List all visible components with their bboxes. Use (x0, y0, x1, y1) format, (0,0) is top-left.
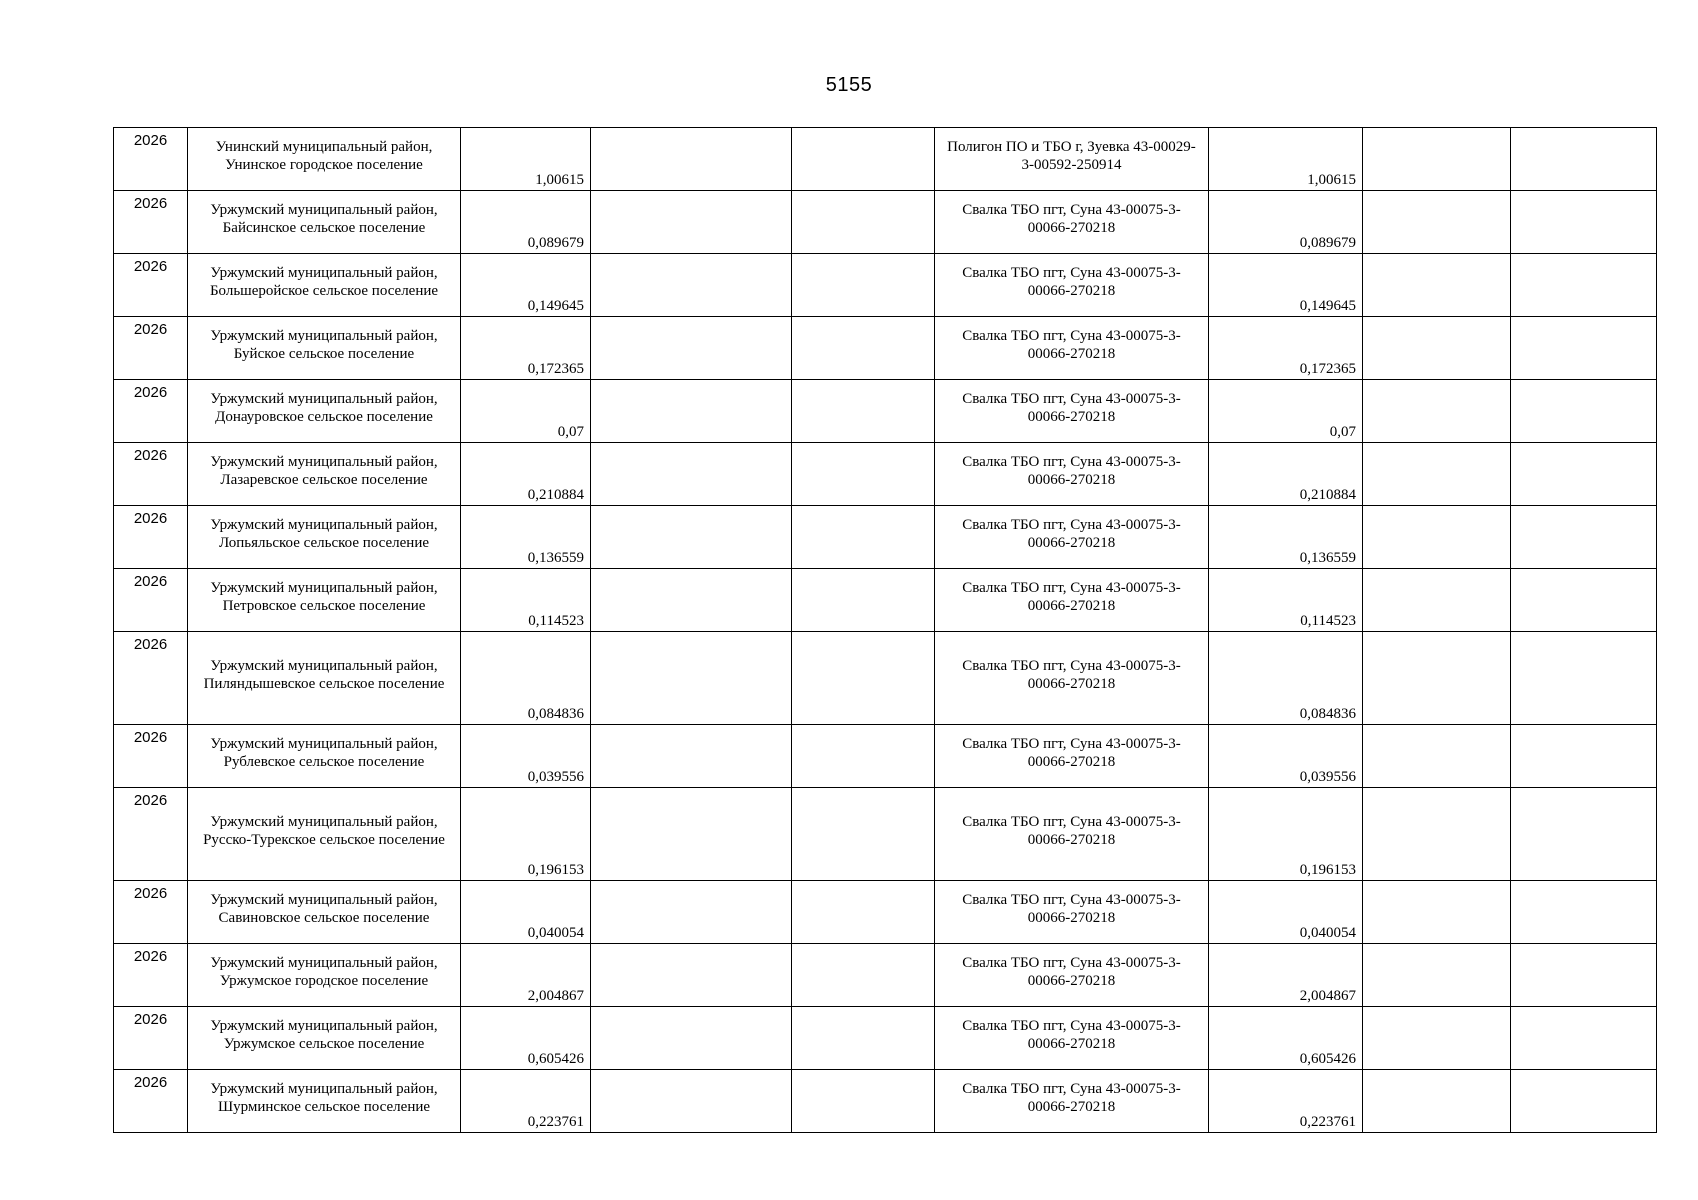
facility-volume-value: 0,040054 (1299, 925, 1356, 941)
empty-cell-c (1363, 1070, 1511, 1133)
empty-cell-b (792, 725, 935, 788)
empty-cell-d (1511, 443, 1657, 506)
territory-name: Уржумский муниципальный район, Большеройское сельское поселение (209, 265, 439, 299)
year-value: 2026 (133, 1011, 168, 1028)
year-value: 2026 (133, 885, 168, 902)
facility-cell (935, 788, 1209, 881)
table-row (114, 944, 1657, 1007)
facility-name: Свалка ТБО пгт, Суна 43-00075-3-00066-270218 (962, 517, 1181, 551)
facility-volume-value: 0,039556 (1299, 769, 1356, 785)
volume-value: 0,149645 (527, 298, 584, 314)
volume-cell (461, 380, 591, 443)
facility-volume-value: 0,172365 (1299, 361, 1356, 377)
territory-cell (188, 725, 461, 788)
empty-cell-a (591, 191, 792, 254)
territory-cell (188, 380, 461, 443)
empty-cell-c (1363, 944, 1511, 1007)
facility-cell (935, 443, 1209, 506)
territory-cell (188, 191, 461, 254)
territory-cell (188, 128, 461, 191)
empty-cell-d (1511, 380, 1657, 443)
volume-value: 0,039556 (527, 769, 584, 785)
volume-cell (461, 254, 591, 317)
table-row (114, 443, 1657, 506)
year-value: 2026 (133, 258, 168, 275)
year-cell (114, 788, 188, 881)
year-cell (114, 1007, 188, 1070)
empty-cell-b (792, 788, 935, 881)
empty-cell-b (792, 128, 935, 191)
year-value: 2026 (133, 948, 168, 965)
territory-cell (188, 1070, 461, 1133)
volume-cell (461, 128, 591, 191)
year-value: 2026 (133, 510, 168, 527)
empty-cell-a (591, 632, 792, 725)
facility-volume-cell (1209, 569, 1363, 632)
year-value: 2026 (133, 321, 168, 338)
facility-volume-value: 2,004867 (1299, 988, 1356, 1004)
territory-name: Уржумский муниципальный район, Уржумское городское поселение (210, 955, 438, 989)
volume-cell (461, 788, 591, 881)
volume-value: 0,084836 (527, 706, 584, 722)
empty-cell-c (1363, 788, 1511, 881)
empty-cell-d (1511, 569, 1657, 632)
table-row (114, 317, 1657, 380)
empty-cell-b (792, 380, 935, 443)
empty-cell-a (591, 725, 792, 788)
territory-name: Уржумский муниципальный район, Донауровское сельское поселение (210, 391, 438, 425)
year-cell (114, 725, 188, 788)
year-value: 2026 (133, 195, 168, 212)
facility-name: Свалка ТБО пгт, Суна 43-00075-3-00066-270218 (962, 1018, 1181, 1052)
table-row (114, 881, 1657, 944)
year-cell (114, 1070, 188, 1133)
year-value: 2026 (133, 792, 168, 809)
facility-cell (935, 881, 1209, 944)
facility-volume-value: 0,605426 (1299, 1051, 1356, 1067)
volume-value: 0,136559 (527, 550, 584, 566)
empty-cell-c (1363, 1007, 1511, 1070)
territory-name: Уржумский муниципальный район, Уржумское сельское поселение (210, 1018, 438, 1052)
facility-cell (935, 128, 1209, 191)
facility-cell (935, 506, 1209, 569)
volume-value: 0,605426 (527, 1051, 584, 1067)
empty-cell-c (1363, 569, 1511, 632)
empty-cell-a (591, 317, 792, 380)
volume-cell (461, 881, 591, 944)
empty-cell-a (591, 1007, 792, 1070)
table-body (114, 128, 1657, 1133)
facility-volume-cell (1209, 1007, 1363, 1070)
territory-cell (188, 443, 461, 506)
empty-cell-c (1363, 881, 1511, 944)
facility-cell (935, 254, 1209, 317)
facility-name: Свалка ТБО пгт, Суна 43-00075-3-00066-270218 (962, 955, 1181, 989)
empty-cell-c (1363, 128, 1511, 191)
empty-cell-d (1511, 632, 1657, 725)
territory-name: Уржумский муниципальный район, Буйское сельское поселение (210, 328, 438, 362)
facility-cell (935, 1070, 1209, 1133)
facility-volume-cell (1209, 506, 1363, 569)
empty-cell-c (1363, 380, 1511, 443)
empty-cell-d (1511, 191, 1657, 254)
facility-volume-value: 0,223761 (1299, 1114, 1356, 1130)
year-cell (114, 569, 188, 632)
empty-cell-b (792, 1007, 935, 1070)
empty-cell-a (591, 506, 792, 569)
year-value: 2026 (133, 1074, 168, 1091)
facility-volume-cell (1209, 725, 1363, 788)
empty-cell-a (591, 788, 792, 881)
facility-volume-cell (1209, 128, 1363, 191)
empty-cell-b (792, 254, 935, 317)
facility-name: Свалка ТБО пгт, Суна 43-00075-3-00066-270218 (962, 736, 1181, 770)
table-row (114, 128, 1657, 191)
facility-volume-value: 0,089679 (1299, 235, 1356, 251)
facility-volume-cell (1209, 380, 1363, 443)
data-table (113, 127, 1657, 1133)
volume-value: 0,196153 (527, 862, 584, 878)
table-row (114, 569, 1657, 632)
facility-volume-cell (1209, 788, 1363, 881)
empty-cell-c (1363, 317, 1511, 380)
territory-cell (188, 881, 461, 944)
year-cell (114, 881, 188, 944)
year-cell (114, 191, 188, 254)
territory-name: Уржумский муниципальный район, Савиновское сельское поселение (210, 892, 438, 926)
facility-name: Свалка ТБО пгт, Суна 43-00075-3-00066-270218 (962, 658, 1181, 692)
facility-volume-value: 0,149645 (1299, 298, 1356, 314)
facility-volume-cell (1209, 317, 1363, 380)
empty-cell-c (1363, 632, 1511, 725)
table-row (114, 632, 1657, 725)
empty-cell-a (591, 380, 792, 443)
empty-cell-d (1511, 944, 1657, 1007)
table-row (114, 1070, 1657, 1133)
volume-value: 0,07 (557, 424, 584, 440)
facility-volume-value: 0,084836 (1299, 706, 1356, 722)
facility-name: Свалка ТБО пгт, Суна 43-00075-3-00066-270218 (962, 202, 1181, 236)
table-row (114, 380, 1657, 443)
volume-value: 0,089679 (527, 235, 584, 251)
facility-name: Свалка ТБО пгт, Суна 43-00075-3-00066-270218 (962, 1081, 1181, 1115)
facility-name: Свалка ТБО пгт, Суна 43-00075-3-00066-270218 (962, 454, 1181, 488)
year-cell (114, 317, 188, 380)
facility-cell (935, 632, 1209, 725)
year-cell (114, 632, 188, 725)
empty-cell-b (792, 317, 935, 380)
empty-cell-a (591, 569, 792, 632)
territory-name: Уржумский муниципальный район, Русско-Турекское сельское поселение (203, 814, 445, 848)
table-row (114, 191, 1657, 254)
volume-value: 0,210884 (527, 487, 584, 503)
facility-name: Свалка ТБО пгт, Суна 43-00075-3-00066-270218 (962, 391, 1181, 425)
year-cell (114, 506, 188, 569)
facility-volume-value: 0,07 (1329, 424, 1356, 440)
facility-volume-value: 0,114523 (1300, 613, 1356, 629)
empty-cell-b (792, 569, 935, 632)
volume-cell (461, 725, 591, 788)
facility-volume-value: 1,00615 (1307, 172, 1356, 188)
facility-volume-cell (1209, 1070, 1363, 1133)
volume-cell (461, 632, 591, 725)
volume-cell (461, 944, 591, 1007)
volume-cell (461, 191, 591, 254)
year-cell (114, 944, 188, 1007)
facility-name: Свалка ТБО пгт, Суна 43-00075-3-00066-270218 (962, 580, 1181, 614)
volume-value: 0,040054 (527, 925, 584, 941)
facility-name: Свалка ТБО пгт, Суна 43-00075-3-00066-270218 (962, 814, 1181, 848)
empty-cell-a (591, 1070, 792, 1133)
facility-cell (935, 1007, 1209, 1070)
year-value: 2026 (133, 447, 168, 464)
empty-cell-d (1511, 506, 1657, 569)
empty-cell-d (1511, 1070, 1657, 1133)
year-value: 2026 (133, 573, 168, 590)
empty-cell-c (1363, 191, 1511, 254)
facility-volume-value: 0,210884 (1299, 487, 1356, 503)
facility-name: Полигон ПО и ТБО г, Зуевка 43-00029-3-00592-250914 (947, 139, 1196, 173)
territory-cell (188, 317, 461, 380)
year-value: 2026 (133, 132, 168, 149)
empty-cell-b (792, 632, 935, 725)
year-value: 2026 (133, 384, 168, 401)
table-row (114, 725, 1657, 788)
table-row (114, 788, 1657, 881)
territory-name: Уржумский муниципальный район, Петровское сельское поселение (210, 580, 438, 614)
volume-cell (461, 569, 591, 632)
volume-cell (461, 443, 591, 506)
territory-cell (188, 506, 461, 569)
facility-cell (935, 191, 1209, 254)
volume-cell (461, 1070, 591, 1133)
territory-name: Уржумский муниципальный район, Шурминское сельское поселение (210, 1081, 438, 1115)
territory-cell (188, 1007, 461, 1070)
territory-cell (188, 569, 461, 632)
territory-cell (188, 944, 461, 1007)
facility-volume-cell (1209, 254, 1363, 317)
territory-name: Уржумский муниципальный район, Лопьяльское сельское поселение (210, 517, 438, 551)
empty-cell-d (1511, 254, 1657, 317)
empty-cell-d (1511, 881, 1657, 944)
empty-cell-b (792, 191, 935, 254)
facility-cell (935, 569, 1209, 632)
year-cell (114, 128, 188, 191)
empty-cell-c (1363, 725, 1511, 788)
territory-name: Уржумский муниципальный район, Байсинское сельское поселение (210, 202, 438, 236)
empty-cell-a (591, 944, 792, 1007)
page-number: 5155 (825, 74, 873, 96)
empty-cell-a (591, 128, 792, 191)
facility-cell (935, 944, 1209, 1007)
facility-volume-cell (1209, 944, 1363, 1007)
volume-cell (461, 506, 591, 569)
facility-cell (935, 725, 1209, 788)
table-row (114, 254, 1657, 317)
empty-cell-b (792, 1070, 935, 1133)
facility-cell (935, 380, 1209, 443)
facility-volume-cell (1209, 191, 1363, 254)
facility-name: Свалка ТБО пгт, Суна 43-00075-3-00066-270218 (962, 265, 1181, 299)
volume-value: 0,114523 (528, 613, 584, 629)
territory-cell (188, 788, 461, 881)
facility-volume-cell (1209, 632, 1363, 725)
empty-cell-b (792, 944, 935, 1007)
year-cell (114, 443, 188, 506)
year-value: 2026 (133, 729, 168, 746)
territory-name: Унинский муниципальный район, Унинское городское поселение (215, 139, 433, 173)
facility-cell (935, 317, 1209, 380)
empty-cell-a (591, 443, 792, 506)
volume-cell (461, 317, 591, 380)
empty-cell-b (792, 443, 935, 506)
territory-cell (188, 632, 461, 725)
table-row (114, 506, 1657, 569)
empty-cell-b (792, 506, 935, 569)
empty-cell-c (1363, 254, 1511, 317)
territory-name: Уржумский муниципальный район, Пиляндышевское сельское поселение (203, 658, 445, 692)
volume-value: 1,00615 (535, 172, 584, 188)
empty-cell-d (1511, 1007, 1657, 1070)
empty-cell-a (591, 254, 792, 317)
empty-cell-d (1511, 317, 1657, 380)
volume-value: 0,172365 (527, 361, 584, 377)
year-cell (114, 380, 188, 443)
empty-cell-c (1363, 506, 1511, 569)
table-row (114, 1007, 1657, 1070)
territory-name: Уржумский муниципальный район, Лазаревское сельское поселение (210, 454, 438, 488)
volume-value: 2,004867 (527, 988, 584, 1004)
territory-cell (188, 254, 461, 317)
facility-name: Свалка ТБО пгт, Суна 43-00075-3-00066-270218 (962, 892, 1181, 926)
year-value: 2026 (133, 636, 168, 653)
empty-cell-c (1363, 443, 1511, 506)
facility-name: Свалка ТБО пгт, Суна 43-00075-3-00066-270218 (962, 328, 1181, 362)
empty-cell-d (1511, 725, 1657, 788)
territory-name: Уржумский муниципальный район, Рублевское сельское поселение (210, 736, 438, 770)
volume-value: 0,223761 (527, 1114, 584, 1130)
empty-cell-d (1511, 128, 1657, 191)
facility-volume-value: 0,136559 (1299, 550, 1356, 566)
volume-cell (461, 1007, 591, 1070)
facility-volume-cell (1209, 881, 1363, 944)
empty-cell-a (591, 881, 792, 944)
facility-volume-value: 0,196153 (1299, 862, 1356, 878)
year-cell (114, 254, 188, 317)
facility-volume-cell (1209, 443, 1363, 506)
empty-cell-b (792, 881, 935, 944)
empty-cell-d (1511, 788, 1657, 881)
